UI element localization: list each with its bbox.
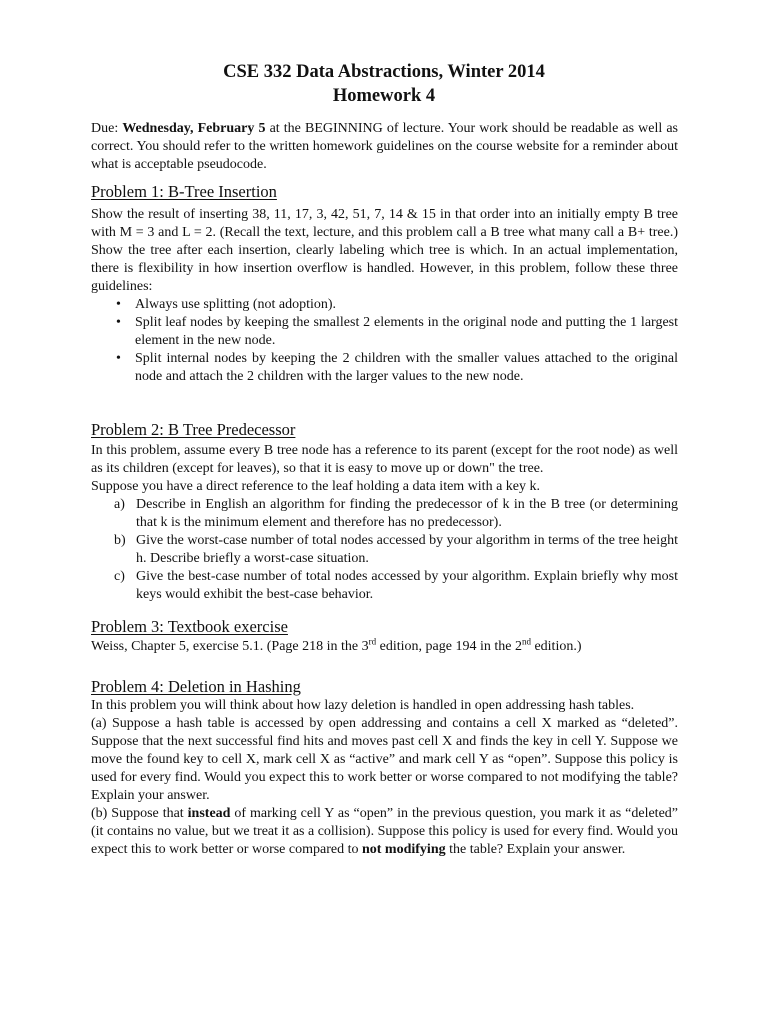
list-item: a) Describe in English an algorithm for finding the predecessor of k in the B tree (or determining that k is the minimum element and therefore has no predecessor). — [114, 497, 678, 530]
problem2-questions — [91, 496, 678, 604]
problem1-heading: Problem 1: B-Tree Insertion — [91, 182, 277, 201]
due-label: Due: — [91, 121, 119, 136]
list-item: b) Give the worst-case number of total nodes accessed by your algorithm in terms of the tree height h. Describe briefly a worst-case situation. — [114, 533, 678, 566]
problem4-heading: Problem 4: Deletion in Hashing — [91, 677, 301, 696]
problem2-heading: Problem 2: B Tree Predecessor — [91, 420, 296, 439]
problem4-intro: In this problem you will think about how lazy deletion is handled in open addressing hash tables. — [91, 698, 635, 713]
due-paragraph — [91, 120, 678, 174]
problem4-part-a: (a) Suppose a hash table is accessed by open addressing and contains a cell X marked as “deleted”. Suppose that the next successful find hits and moves past cell X and finds the key in cell Y. Suppose we move the found key to cell X, mark cell X as “active” and mark cell Y as “open”. Suppose this policy is used for every find. Would you expect this to work better or worse compared to not modifying the table? Explain your answer. — [91, 716, 678, 803]
problem3-body: Weiss, Chapter 5, exercise 5.1. (Page 218 in the 3rd edition, page 194 in the 2nd edition.) — [91, 636, 582, 654]
problem1-guidelines — [91, 296, 678, 386]
bullet-icon: • — [116, 315, 121, 330]
problem3-heading: Problem 3: Textbook exercise — [91, 617, 288, 636]
problem4-part-b: (b) Suppose that instead of marking cell Y as “open” in the previous question, you mark it as “deleted” (it contains no value, but we treat it as a collision). Suppose this policy is used for every find. Would you expect this to work better or worse compared to not modifying the table? Explain your answer. — [91, 806, 678, 857]
bullet-icon: • — [116, 297, 121, 312]
problem4-section — [91, 697, 678, 859]
problem1-body: Show the result of inserting 38, 11, 17, 3, 42, 51, 7, 14 & 15 in that order into an initially empty B tree with M = 3 and L = 2. (Recall the text, lecture, and this problem call a B tree what many call a B+ tree.) Show the tree after each insertion, clearly labeling which tree is which. In an actual implementation, there is flexibility in how insertion overflow is handled. However, in this problem, follow these three guidelines: — [91, 207, 678, 294]
bullet-icon: • — [116, 351, 121, 366]
due-date: Wednesday, February 5 — [122, 121, 266, 136]
list-item: • Always use splitting (not adoption). — [116, 297, 337, 312]
due-text: at the BEGINNING of lecture. Your work should be readable as well as correct. You should refer to the written homework guidelines on the course website for a reminder about what is acceptable pseudocode. — [91, 121, 679, 172]
document-subtitle: Homework 4 — [332, 86, 436, 106]
problem2-body-2: Suppose you have a direct reference to the leaf holding a data item with a key k. — [91, 479, 540, 494]
list-item: c) Give the best-case number of total nodes accessed by your algorithm. Explain briefly why most keys would exhibit the best-case behavior. — [114, 569, 678, 602]
list-item: • Split internal nodes by keeping the 2 children with the smaller values attached to the original node and attach the 2 children with the larger values to the new node. — [116, 351, 678, 384]
document-title: CSE 332 Data Abstractions, Winter 2014 — [223, 62, 545, 82]
problem2-body: In this problem, assume every B tree node has a reference to its parent (except for the root node) as well as its children (except for leaves), so that it is easy to move up or down" the tree. — [91, 443, 678, 476]
problem2-section — [91, 442, 678, 604]
list-item: • Split leaf nodes by keeping the smallest 2 elements in the original node and putting the 1 largest element in the new node. — [116, 315, 678, 348]
problem1-section — [91, 206, 678, 386]
